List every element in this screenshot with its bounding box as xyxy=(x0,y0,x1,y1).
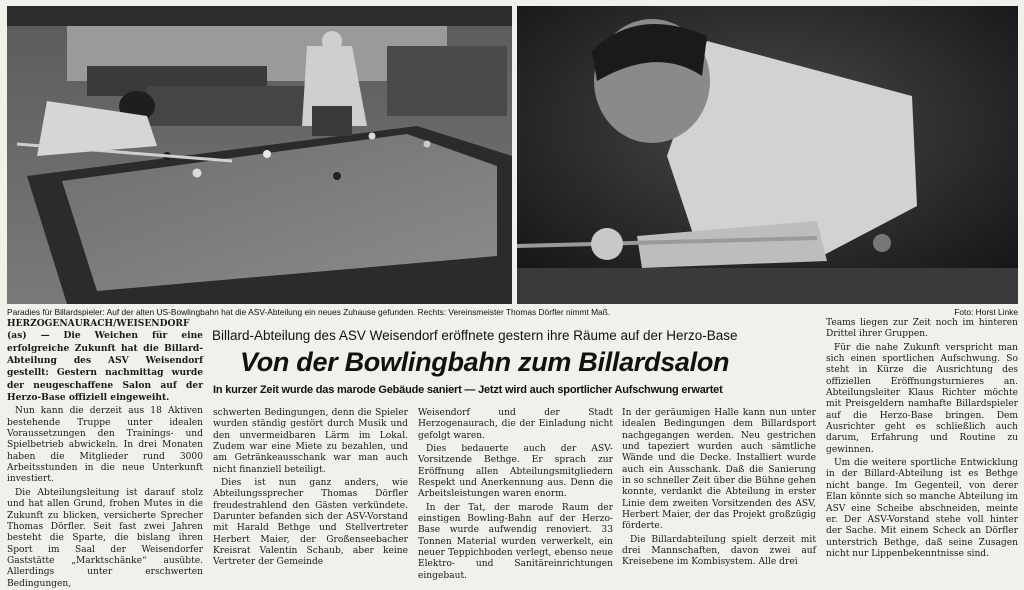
article-paragraph: Die Billardabteilung spielt derzeit mit drei Mannschaften, davon zwei auf Kreisebene im Kombisystem. Alle drei xyxy=(622,534,816,568)
article-paragraph: schwerten Bedingungen, denn die Spieler wurden ständig gestört durch Musik und den unvermeidbaren Lärm im Lokal. Zudem war eine Miete zu bezahlen, und am Getränkeausschank war man auch nicht finanziell beteiligt. xyxy=(213,408,408,475)
dateline: HERZOGENAURACH/WEISENDORF (as) — xyxy=(7,318,190,342)
billiard-table-hall-photo xyxy=(7,6,512,304)
article-paragraph: Weisendorf und der Stadt Herzogenaurach, die der Einladung nicht gefolgt waren. xyxy=(418,408,613,441)
article-column-3 xyxy=(418,408,613,582)
article-column-2 xyxy=(213,408,408,582)
subheadline: In kurzer Zeit wurde das marode Gebäude saniert — Jetzt wird auch sportlicher Aufschwung erwartet xyxy=(213,384,723,396)
article-column-1 xyxy=(7,318,203,589)
lead-text: Die Weichen für eine erfolgreiche Zukunft hat die Billard-Abteilung des ASV Weisendorf gestellt: Gestern nachmittag wurde der neugeschaffene Salon auf der Herzo-Base offiziell eingeweiht. xyxy=(7,330,203,404)
billiard-hall-photo xyxy=(7,6,512,304)
main-headline: Von der Bowlingbahn zum Billardsalon xyxy=(240,347,730,377)
article-paragraph: Nun kann die derzeit aus 18 Aktiven bestehende Truppe unter idealen Voraussetzungen den Trainings- und Spielbetrieb abwickeln. In drei Monaten haben die Mitglieder rund 3000 Arbeitsstunden in die neue Unterkunft investiert. xyxy=(7,406,203,485)
article-paragraph: Die Abteilungsleitung ist darauf stolz und hat allen Grund, frohen Mutes in die Zukunft zu blicken, versicherte Sprecher Thomas Dörfler. Seit fast zwei Jahren besteht die Sparte, die bislang ihren Sport im Saal der Weisendorfer Gaststätte „Marktschänke“ ausübte. Allerdings unter erschwerten Bedingungen, xyxy=(7,487,203,589)
lead-paragraph xyxy=(7,318,203,404)
article-paragraph: Dies bedauerte auch der ASV-Vorsitzende Bethge. Er sprach zur Eröffnung allen Abteilungsmitgliedern Respekt und Anerkennung aus. Denn die Arbeitsleistungen waren enorm. xyxy=(418,444,613,500)
article-column-4 xyxy=(622,408,816,582)
player-portrait-photo xyxy=(517,6,1018,304)
article-paragraph: In der geräumigen Halle kann nun unter idealen Bedingungen dem Billardsport nachgegangen werden. Neu gestrichen und tapeziert wurden auch sämtliche Wände und die Decke. Installiert wurde auch ein Ausschank. Daß die Sanierung in so schneller Zeit über die Bühne gehen konnte, verdankt die Abteilung in erster Linie dem zweiten Vorsitzenden des ASV, Herbert Maier, der das Projekt großzügig förderte. xyxy=(622,408,816,532)
billiard-player-portrait-photo xyxy=(517,6,1018,304)
photo-credit: Foto: Horst Linke xyxy=(954,307,1018,317)
article-column-5 xyxy=(826,318,1018,582)
article-paragraph: Teams liegen zur Zeit noch im hinteren Drittel ihrer Gruppen. xyxy=(826,318,1018,340)
photo-caption: Paradies für Billardspieler: Auf der alten US-Bowlingbahn hat die ASV-Abteilung ein neues Zuhause gefunden. Rechts: Vereinsmeister Thomas Dörfler nimmt Maß. xyxy=(7,307,611,317)
article-paragraph: Für die nahe Zukunft verspricht man sich einen sportlichen Aufschwung. So steht in Kürze die Ausrichtung des offiziellen Eröffnungsturnieres an. Abteilungsleiter Klaus Richter möchte mit Preisgeldern namhafte Billardspieler auf die Herzo-Base bringen. Dem Ausrichter geht es schließlich auch darum, Erfahrung und Routine zu gewinnen. xyxy=(826,342,1018,455)
kicker-headline: Billard-Abteilung des ASV Weisendorf eröffnete gestern ihre Räume auf der Herzo-Base xyxy=(212,328,738,343)
article-paragraph: Dies ist nun ganz anders, wie Abteilungssprecher Thomas Dörfler freudestrahlend den Gästen verkündete. Darunter befanden sich der ASV-Vorstand mit Harald Bethge und Stellvertreter Herbert Maier, der Großenseebacher Kreisrat Valentin Schaub, aber keine Vertreter der Gemeinde xyxy=(213,478,408,568)
article-paragraph: In der Tat, der marode Raum der einstigen Bowling-Bahn auf der Herzo-Base wurde aufwendig renoviert. 33 Tonnen Material wurden verwerkelt, ein neuer Teppichboden verlegt, ebenso neue Elektro- und Sanitäreinrichtungen eingebaut. xyxy=(418,502,613,581)
article-paragraph: Um die weitere sportliche Entwicklung in der Billard-Abteilung ist es Bethge nicht bange. Im Gegenteil, von derer Elan könnte sich so manche Abteilung im ASV eine Scheibe abschneiden, meinte er. Der ASV-Vorstand stehe voll hinter der Sache. Mit einem Scheck an Dörfler unterstrich Bethge, daß seine Zusagen nicht nur Lippenbekenntnisse sind. xyxy=(826,458,1018,559)
